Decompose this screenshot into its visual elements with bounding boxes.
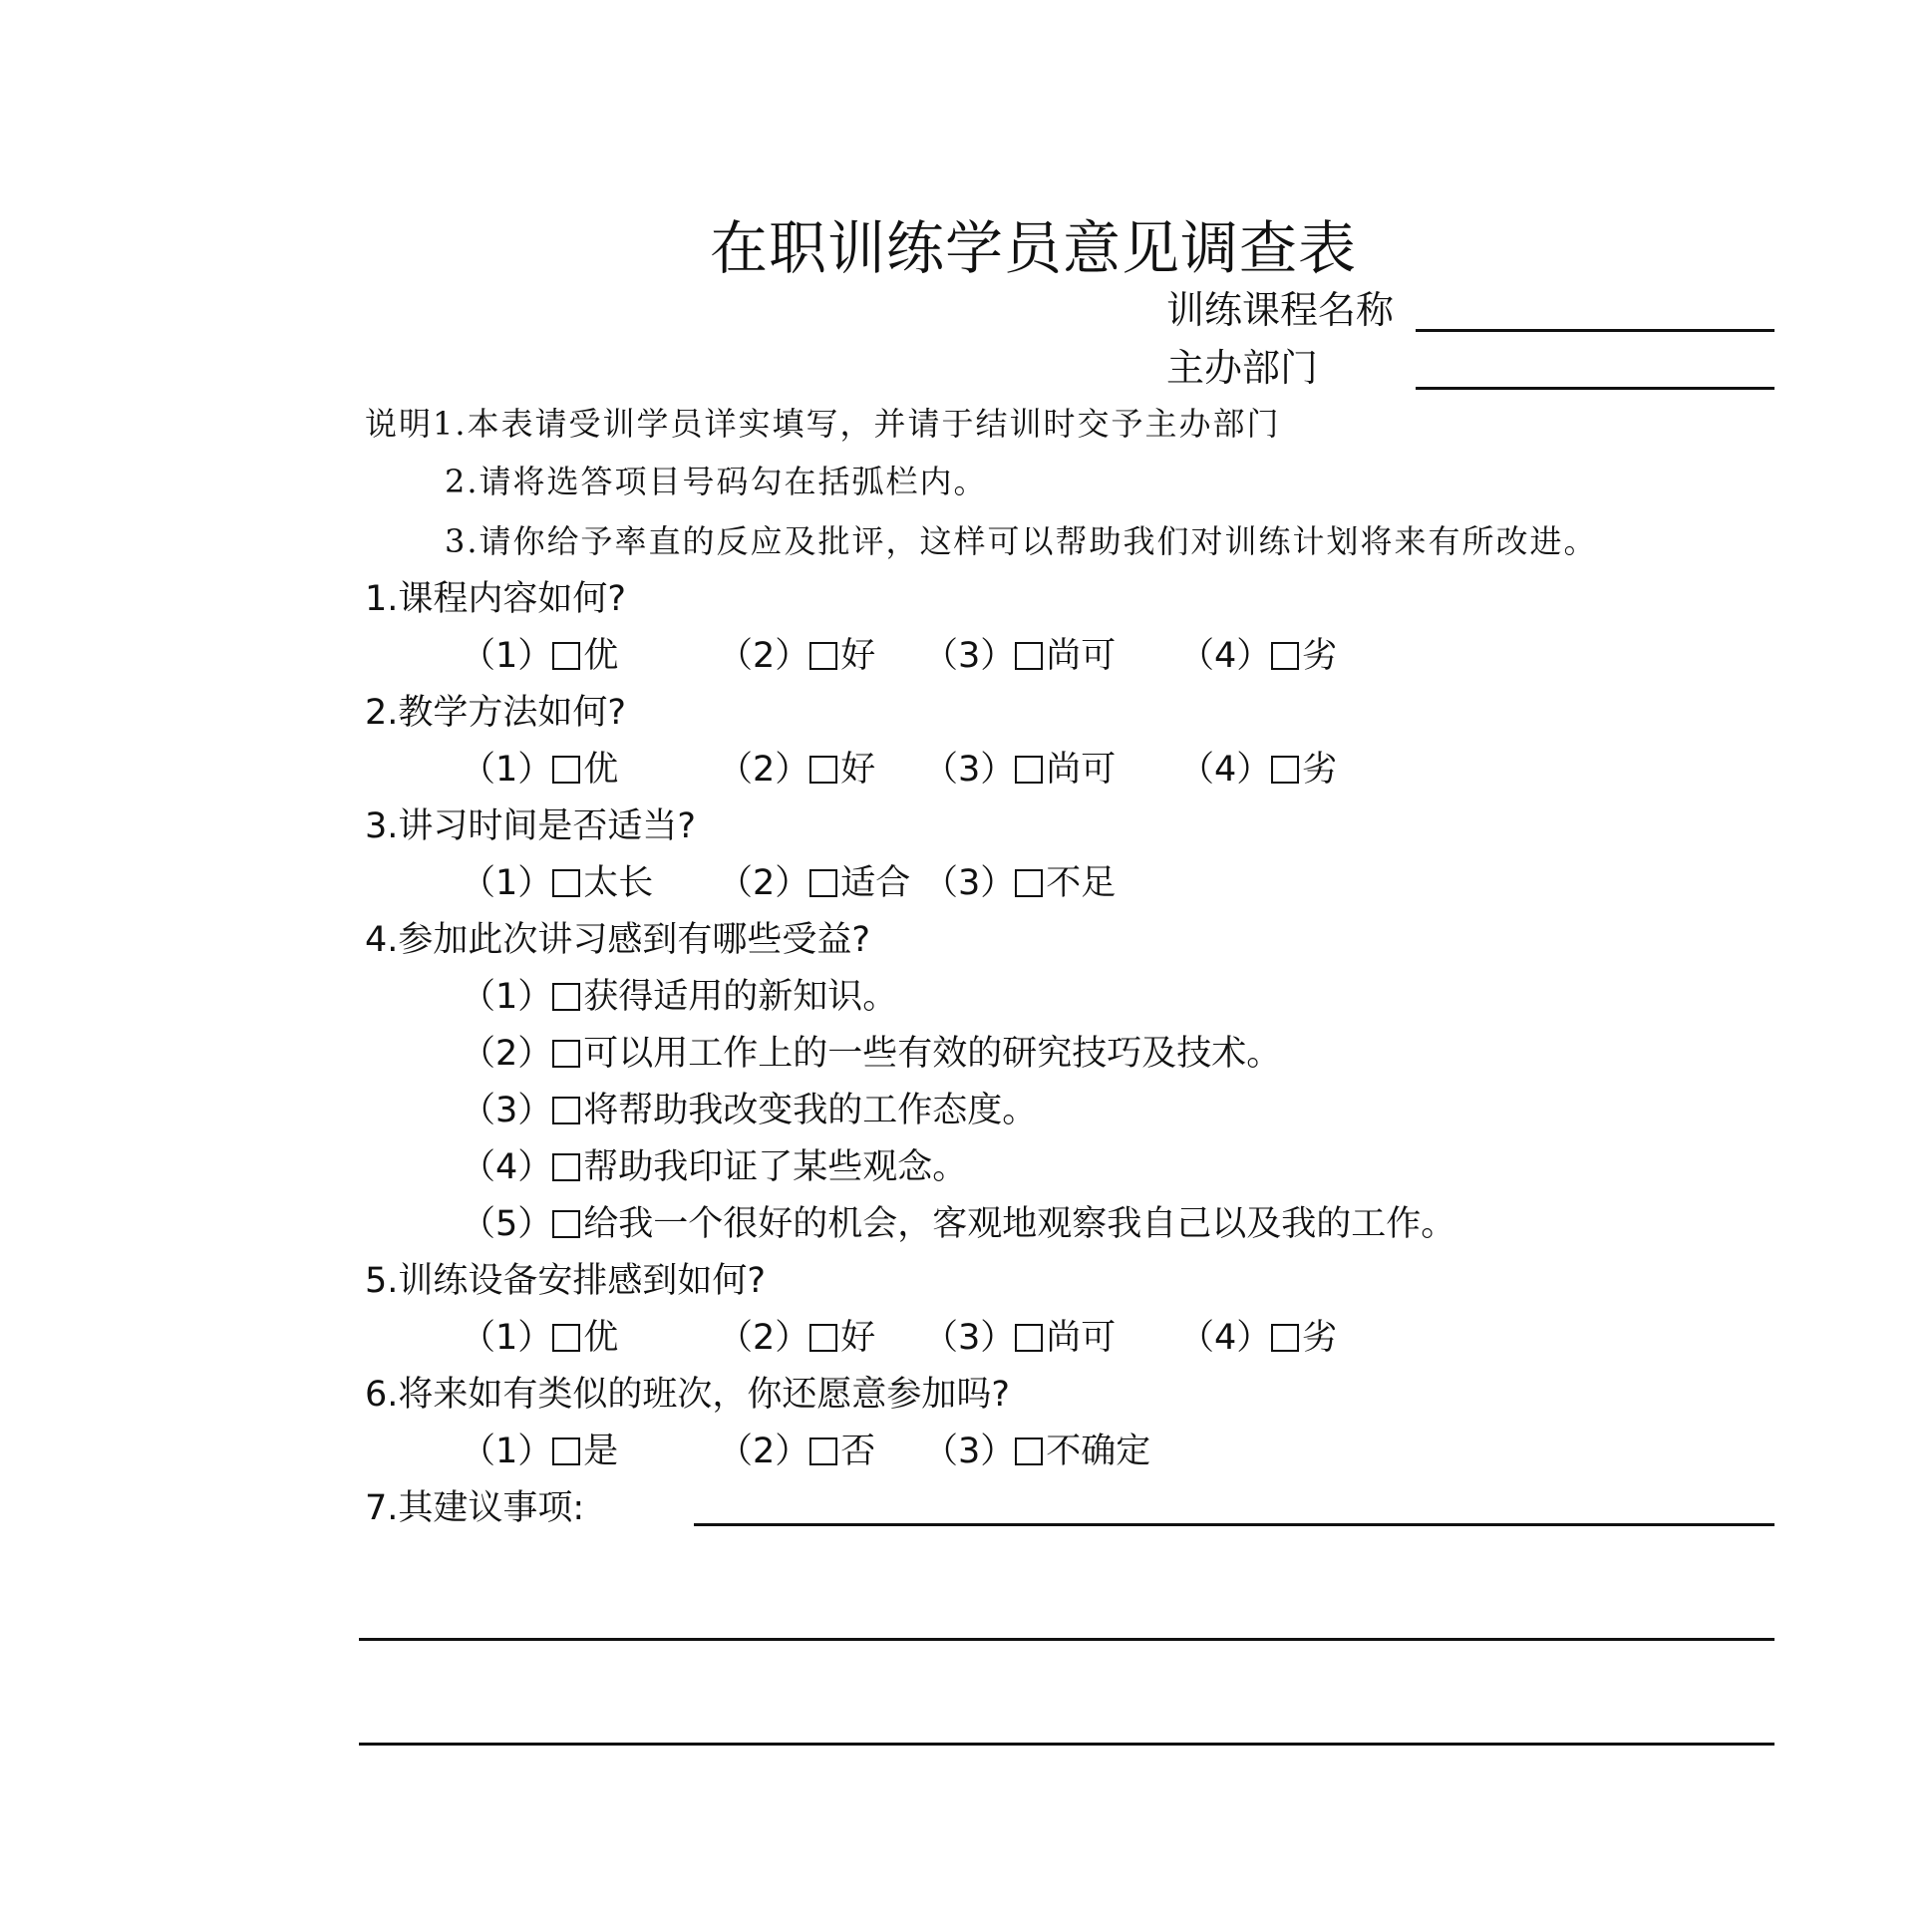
option-label: 给我一个很好的机会，客观地观察我自己以及我的工作。 [583,1204,1456,1244]
option[interactable] [461,1424,618,1473]
option-number: （2） [461,1034,553,1074]
option-label: 好 [840,636,876,676]
option-label: 尚可 [1046,750,1117,790]
department-label: 主办部门 [1166,346,1319,390]
question-7: 7.其建议事项: [365,1488,585,1528]
option[interactable] [1179,742,1337,792]
option-number: （4） [1179,750,1272,790]
checkbox[interactable] [1015,1324,1043,1352]
question-2: 2.教学方法如何? [365,693,626,733]
checkbox[interactable] [552,1040,580,1068]
instruction-1: 说明1.本表请受训学员详实填写，并请于结训时交予主办部门 [365,405,1281,443]
option-label: 否 [840,1432,876,1471]
option-label: 获得适用的新知识。 [583,977,898,1017]
checkbox[interactable] [1015,642,1043,670]
option-label: 好 [840,750,876,790]
option-label: 帮助我印证了某些观念。 [583,1147,968,1187]
option[interactable] [923,1310,1116,1360]
option-number: （3） [923,636,1016,676]
checkbox[interactable] [552,1097,580,1124]
option-label: 优 [583,750,619,790]
option-label: 劣 [1302,750,1338,790]
option[interactable] [1179,1310,1337,1360]
option-number: （4） [461,1147,553,1187]
course-name-field[interactable] [1416,329,1774,332]
checkbox[interactable] [809,756,837,784]
option-number: （4） [1179,1318,1272,1358]
checkbox[interactable] [809,1324,837,1352]
suggestion-line[interactable] [694,1523,1774,1526]
checkbox[interactable] [552,1210,580,1238]
option-number: （1） [461,863,553,903]
checkbox[interactable] [809,1438,837,1465]
question-4: 4.参加此次讲习感到有哪些受益? [365,920,870,960]
option[interactable] [923,742,1116,792]
option-number: （1） [461,750,553,790]
checkbox[interactable] [552,983,580,1011]
option[interactable] [718,742,875,792]
option-label: 优 [583,636,619,676]
option[interactable] [1179,628,1337,678]
option-label: 好 [840,1318,876,1358]
option-number: （2） [718,1432,810,1471]
option[interactable] [461,1310,618,1360]
option-number: （3） [923,863,1016,903]
checkbox[interactable] [1271,1324,1299,1352]
option-number: （4） [1179,636,1272,676]
instruction-3: 3.请你给予率直的反应及批评，这样可以帮助我们对训练计划将来有所改进。 [445,522,1598,560]
option-label: 劣 [1302,636,1338,676]
option[interactable] [923,1424,1150,1473]
option[interactable] [461,969,897,1019]
option[interactable] [923,855,1116,905]
question-5: 5.训练设备安排感到如何? [365,1261,766,1301]
checkbox[interactable] [552,869,580,897]
option-number: （2） [718,750,810,790]
option-label: 尚可 [1046,1318,1117,1358]
checkbox[interactable] [1015,756,1043,784]
option-number: （1） [461,636,553,676]
option-number: （5） [461,1204,553,1244]
option[interactable] [461,742,618,792]
option-label: 尚可 [1046,636,1117,676]
option[interactable] [461,628,618,678]
checkbox[interactable] [552,1438,580,1465]
checkbox[interactable] [552,642,580,670]
option-label: 是 [583,1432,619,1471]
option[interactable] [718,855,911,905]
option[interactable] [718,1310,875,1360]
checkbox[interactable] [1271,642,1299,670]
option[interactable] [923,628,1116,678]
option-number: （1） [461,1432,553,1471]
question-3: 3.讲习时间是否适当? [365,806,696,846]
department-field[interactable] [1416,387,1774,390]
option[interactable] [461,855,653,905]
option-label: 将帮助我改变我的工作态度。 [583,1091,1038,1130]
checkbox[interactable] [552,756,580,784]
option[interactable] [461,1139,967,1189]
checkbox[interactable] [809,869,837,897]
option-number: （3） [923,750,1016,790]
option-number: （1） [461,1318,553,1358]
checkbox[interactable] [1015,1438,1043,1465]
option[interactable] [461,1083,1037,1132]
option-label: 不足 [1046,863,1117,903]
option-number: （2） [718,863,810,903]
option-number: （2） [718,1318,810,1358]
option-number: （3） [461,1091,553,1130]
suggestion-line[interactable] [359,1743,1774,1746]
form-title: 在职训练学员意见调查表 [710,214,1358,282]
option[interactable] [461,1196,1455,1246]
checkbox[interactable] [552,1153,580,1181]
suggestion-line[interactable] [359,1638,1774,1641]
option[interactable] [718,628,875,678]
option-label: 劣 [1302,1318,1338,1358]
option-number: （2） [718,636,810,676]
option-label: 太长 [583,863,654,903]
option-number: （3） [923,1318,1016,1358]
option-number: （1） [461,977,553,1017]
option-label: 优 [583,1318,619,1358]
option[interactable] [718,1424,875,1473]
question-6: 6.将来如有类似的班次，你还愿意参加吗? [365,1375,1010,1415]
checkbox[interactable] [1271,756,1299,784]
instruction-2: 2.请将选答项目号码勾在括弧栏内。 [445,463,988,500]
course-name-label: 训练课程名称 [1166,288,1395,332]
option-label: 适合 [840,863,911,903]
option[interactable] [461,1026,1281,1076]
question-1: 1.课程内容如何? [365,579,626,619]
checkbox[interactable] [1015,869,1043,897]
option-number: （3） [923,1432,1016,1471]
option-label: 不确定 [1046,1432,1151,1471]
checkbox[interactable] [552,1324,580,1352]
option-label: 可以用工作上的一些有效的研究技巧及技术。 [583,1034,1282,1074]
checkbox[interactable] [809,642,837,670]
